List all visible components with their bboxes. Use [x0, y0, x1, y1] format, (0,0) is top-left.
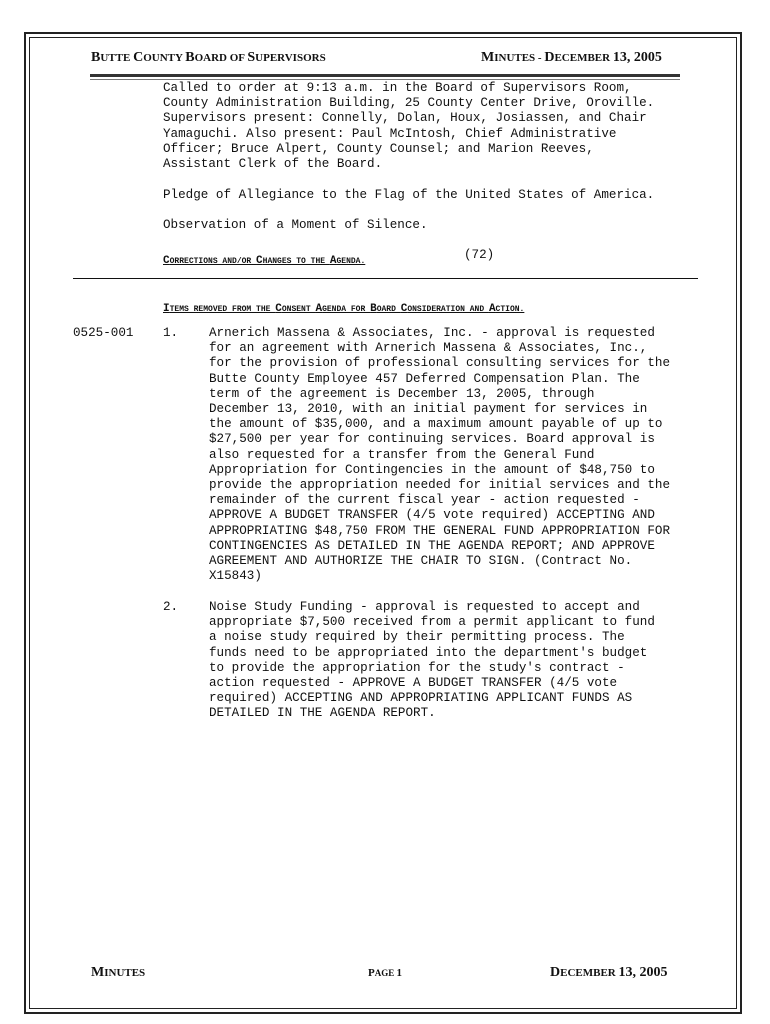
text-line: also requested for a transfer from the General Fund: [209, 447, 595, 462]
text-line: funds need to be appropriated into the department's budget: [209, 645, 648, 660]
corrections-reference: (72): [464, 248, 495, 262]
text-line: $27,500 per year for continuing services. Board approval is: [209, 432, 655, 447]
pledge-text: Pledge of Allegiance to the Flag of the United States of America.: [163, 188, 655, 202]
text-line: the amount of $35,000, and a maximum amount payable of up to: [209, 417, 663, 432]
item-number: 1.: [163, 326, 179, 340]
item-number: 2.: [163, 600, 179, 614]
header-rule-thin: [90, 79, 680, 80]
text-line: DETAILED IN THE AGENDA REPORT.: [209, 706, 436, 721]
text-line: AGREEMENT AND AUTHORIZE THE CHAIR TO SIGN. (Contract No.: [209, 554, 633, 569]
section-divider: [73, 278, 698, 279]
text-line: term of the agreement is December 13, 2005, through: [209, 386, 595, 401]
header-right: MINUTES - DECEMBER 13, 2005: [481, 50, 662, 65]
text-line: provide the appropriation needed for initial services and the: [209, 478, 671, 493]
text-line: APPROPRIATING $48,750 FROM THE GENERAL FUND APPROPRIATION FOR: [209, 523, 671, 538]
text-line: APPROVE A BUDGET TRANSFER (4/5 vote required) ACCEPTING AND: [209, 508, 655, 523]
text-line: Arnerich Massena & Associates, Inc. - approval is requested: [209, 326, 655, 340]
header-rule: [90, 74, 680, 77]
section-heading: ITEMS REMOVED FROM THE CONSENT AGENDA FOR BOARD CONSIDERATION AND ACTION.: [163, 303, 525, 315]
text-line: Assistant Clerk of the Board.: [163, 157, 383, 172]
text-line: for an agreement with Arnerich Massena & Associates, Inc.,: [209, 341, 648, 356]
corrections-heading: CORRECTIONS AND/OR CHANGES TO THE AGENDA.: [163, 255, 366, 267]
text-line: Appropriation for Contingencies in the amount of $48,750 to: [209, 462, 655, 477]
text-line: County Administration Building, 25 County Center Drive, Oroville.: [163, 96, 655, 111]
text-line: required) ACCEPTING AND APPROPRIATING APPLICANT FUNDS AS: [209, 691, 633, 706]
text-line: a noise study required by their permitting process. The: [209, 630, 625, 645]
text-line: appropriate $7,500 received from a permit applicant to fund: [209, 615, 655, 630]
agenda-item-2: [209, 600, 698, 722]
footer-right: DECEMBER 13, 2005: [550, 965, 668, 980]
text-line: Yamaguchi. Also present: Paul McIntosh, Chief Administrative: [163, 126, 617, 141]
footer-left: MINUTES: [91, 965, 146, 980]
text-line: Butte County Employee 457 Deferred Compensation Plan. The: [209, 371, 640, 386]
text-line: action requested - APPROVE A BUDGET TRANSFER (4/5 vote: [209, 676, 618, 691]
text-line: X15843): [209, 569, 262, 584]
agenda-item-1: [209, 326, 698, 584]
text-line: December 13, 2010, with an initial payment for services in: [209, 402, 648, 417]
footer-page-number: PAGE 1: [368, 967, 402, 979]
text-line: Officer; Bruce Alpert, County Counsel; and Marion Reeves,: [163, 141, 594, 156]
text-line: Supervisors present: Connelly, Dolan, Houx, Josiassen, and Chair: [163, 111, 647, 126]
text-line: CONTINGENCIES AS DETAILED IN THE AGENDA REPORT; AND APPROVE: [209, 538, 655, 553]
header-left: BUTTE COUNTY BOARD OF SUPERVISORS: [91, 50, 326, 65]
text-line: to provide the appropriation for the study's contract -: [209, 660, 625, 675]
call-to-order-paragraph: [163, 81, 698, 172]
text-line: for the provision of professional consulting services for the: [209, 356, 671, 371]
text-line: Noise Study Funding - approval is requested to accept and: [209, 600, 640, 614]
silence-text: Observation of a Moment of Silence.: [163, 218, 428, 232]
item-ref-number: 0525-001: [73, 326, 134, 340]
text-line: Called to order at 9:13 a.m. in the Board of Supervisors Room,: [163, 81, 632, 95]
text-line: remainder of the current fiscal year - action requested -: [209, 493, 640, 508]
